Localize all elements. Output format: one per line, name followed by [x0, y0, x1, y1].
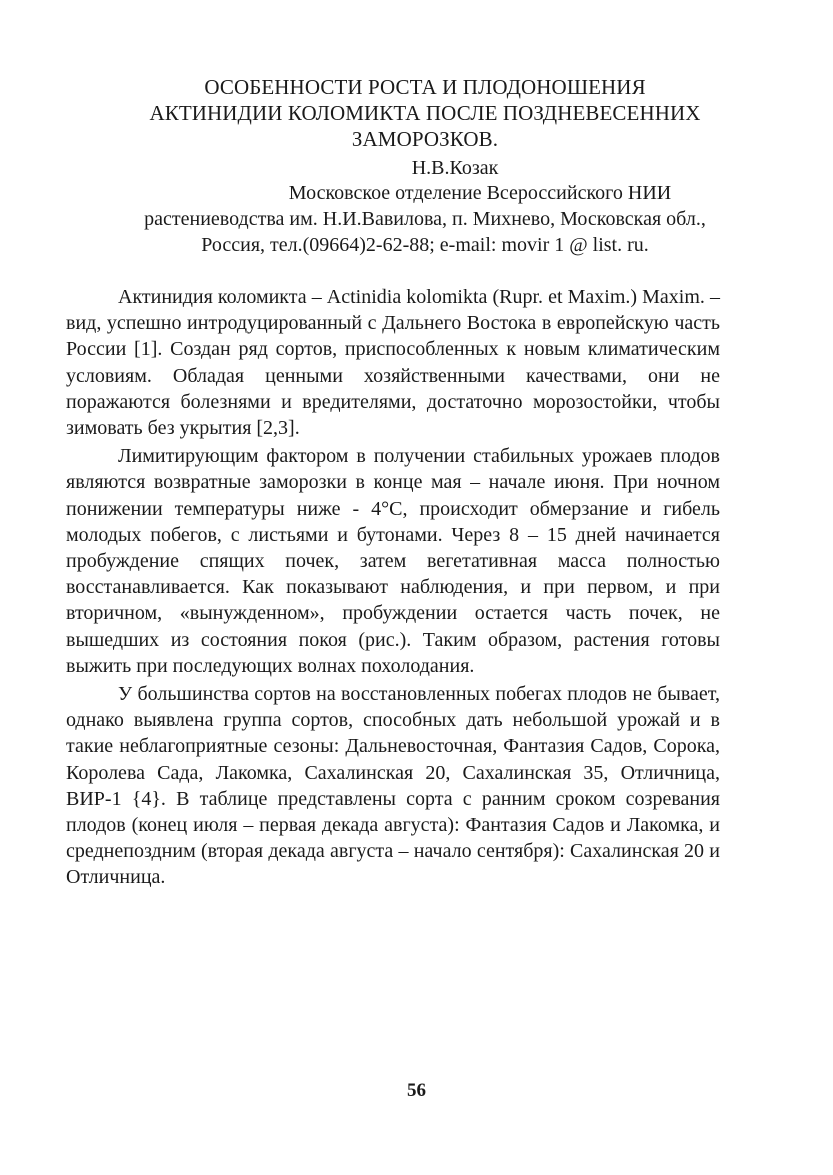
article-body [66, 284, 720, 893]
paragraph: Лимитирующим фактором в получении стабильных урожаев плодов являются возвратные заморозки в конце мая – начале июня. При ночном понижении температуры ниже - 4°С, происходит обмерзание и гибель молодых побегов, с листьями и бутонами. Через 8 – 15 дней начинается пробуждение спящих почек, затем вегетативная масса полностью восстанавливается. Как показывают наблюдения, и при первом, и при вторичном, «вынужденном», пробуждении остается часть почек, не вышедших из состояния покоя (рис.). Таким образом, растения готовы выжить при последующих волнах похолодания. [66, 445, 720, 677]
paragraph: Актинидия коломикта – Actinidia kolomikta (Rupr. et Maxim.) Maxim. – вид, успешно интродуцированный с Дальнего Востока в европейскую часть России [1]. Создан ряд сортов, приспособленных к новым климатическим условиям. Обладая ценными хозяйственными качествами, они не поражаются болезнями и вредителями, достаточно морозостойки, чтобы зимовать без укрытия [2,3]. [66, 286, 720, 440]
title-line: ЗАМОРОЗКОВ. [351, 127, 499, 151]
page-number: 56 [407, 1080, 426, 1101]
title-line: АКТИНИДИИ КОЛОМИКТА ПОСЛЕ ПОЗДНЕВЕСЕННИХ [149, 101, 701, 125]
paragraph: У большинства сортов на восстановленных побегах плодов не бывает, однако выявлена группа сортов, способных дать небольшой урожай и в такие неблагоприятные сезоны: Дальневосточная, Фантазия Садов, Сорока, Королева Сада, Лакомка, Сахалинская 20, Сахалинская 35, Отличница, ВИР-1 {4}. В таблице представлены сорта с ранним сроком созревания плодов (конец июля – первая декада августа): Фантазия Садов и Лакомка, и среднепоздним (вторая декада августа – начало сентября): Сахалинская 20 и Отличница. [66, 683, 720, 889]
author-name: Н.В.Козак [411, 157, 499, 179]
affiliation-line: растениеводства им. Н.И.Вавилова, п. Михнево, Московская обл., [144, 208, 706, 230]
affiliation-line: Россия, тел.(09664)2-62-88; e-mail: movir 1 @ list. ru. [201, 234, 649, 256]
title-line: ОСОБЕННОСТИ РОСТА И ПЛОДОНОШЕНИЯ [204, 75, 646, 99]
affiliation [60, 180, 790, 258]
article-title [60, 74, 790, 152]
affiliation-line: Московское отделение Всероссийского НИИ [288, 182, 672, 204]
